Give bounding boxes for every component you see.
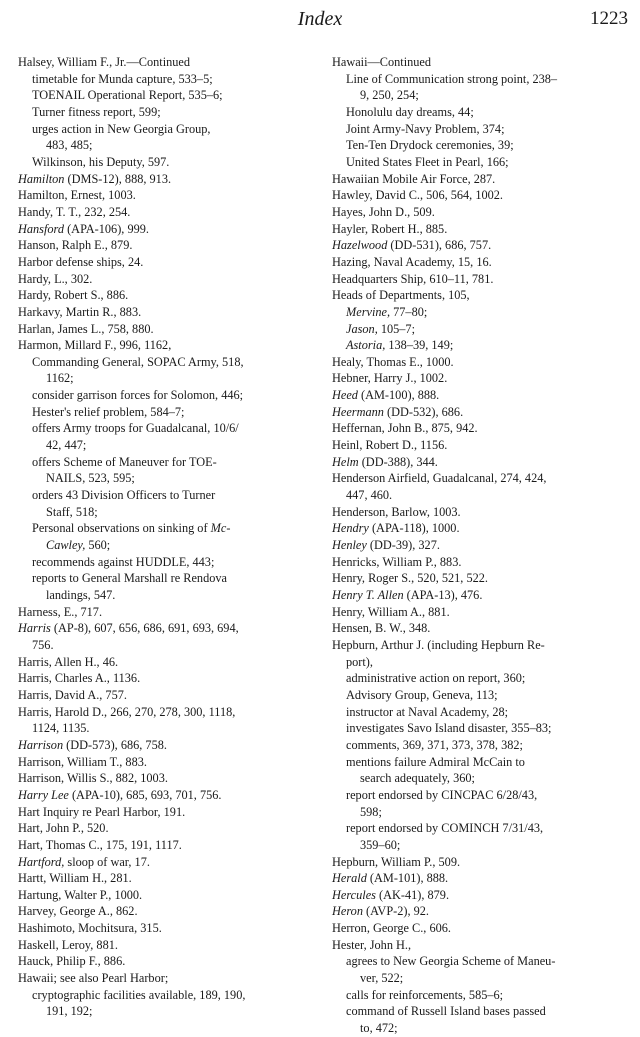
index-continuation xyxy=(332,770,627,787)
index-text: sloop of war, 17. xyxy=(64,854,150,869)
index-subentry xyxy=(18,487,318,504)
index-entry xyxy=(332,404,627,421)
index-entry xyxy=(18,221,318,238)
index-text: ver, 522; xyxy=(360,971,404,986)
index-subentry xyxy=(18,121,318,138)
index-text: command of Russell Island bases passed xyxy=(346,1004,546,1019)
index-text: (DD-39), 327. xyxy=(366,538,440,553)
index-entry xyxy=(18,704,318,721)
index-text: (DD-573), 686, 758. xyxy=(63,737,167,752)
index-text: Honolulu day dreams, 44; xyxy=(346,104,474,119)
index-entry xyxy=(18,604,318,621)
index-entry xyxy=(332,504,627,521)
index-entry xyxy=(18,953,318,970)
index-text: Harmon, Millard F., 996, 1162, xyxy=(18,338,172,353)
index-italic-text: Mc- xyxy=(210,521,231,536)
index-entry xyxy=(18,937,318,954)
index-text: offers Scheme of Maneuver for TOE- xyxy=(32,454,217,469)
index-continuation xyxy=(18,537,318,554)
index-text: Hardy, L., 302. xyxy=(18,271,93,286)
index-text: Hensen, B. W., 348. xyxy=(332,621,431,636)
index-entry xyxy=(18,670,318,687)
index-entry xyxy=(332,171,627,188)
page-title: Index xyxy=(297,8,343,30)
index-text: 483, 485; xyxy=(46,138,93,153)
index-entry xyxy=(332,470,627,487)
index-italic-text: Henley xyxy=(332,538,367,553)
index-text: Henry, William A., 881. xyxy=(332,604,450,619)
index-text: Hayler, Robert H., 885. xyxy=(332,221,448,236)
index-text: (AVP-2), 92. xyxy=(362,904,430,919)
index-text: Harrison, Willis S., 882, 1003. xyxy=(18,771,168,786)
index-text: Hepburn, Arthur J. (including Hepburn Re- xyxy=(332,637,545,652)
index-subentry xyxy=(332,953,627,970)
index-text: Personal observations on sinking of xyxy=(32,521,211,536)
index-text: Henderson Airfield, Guadalcanal, 274, 424, xyxy=(332,471,547,486)
index-text: Ten-Ten Drydock ceremonies, 39; xyxy=(346,138,514,153)
index-text: Harlan, James L., 758, 880. xyxy=(18,321,154,336)
index-entry xyxy=(332,370,627,387)
index-text: Harrison, William T., 883. xyxy=(18,754,147,769)
index-italic-text: Hercules xyxy=(332,887,376,902)
index-entry xyxy=(332,637,627,654)
index-subentry xyxy=(332,787,627,804)
index-italic-text: Herald xyxy=(332,871,367,886)
index-continuation xyxy=(332,970,627,987)
index-entry xyxy=(18,620,318,637)
index-subentry xyxy=(18,387,318,404)
index-text: Hester, John H., xyxy=(332,937,412,952)
index-entry xyxy=(18,321,318,338)
index-entry xyxy=(332,887,627,904)
index-text: Headquarters Ship, 610–11, 781. xyxy=(332,271,494,286)
index-subentry xyxy=(18,554,318,571)
index-text: Advisory Group, Geneva, 113; xyxy=(346,687,498,702)
index-italic-text: Harry Lee xyxy=(18,787,69,802)
index-entry xyxy=(18,903,318,920)
index-entry xyxy=(18,854,318,871)
index-text: (AK-41), 879. xyxy=(375,887,450,902)
index-text: Hazing, Naval Academy, 15, 16. xyxy=(332,254,492,269)
index-entry xyxy=(332,620,627,637)
index-text: Heads of Departments, 105, xyxy=(332,288,470,303)
index-italic-text: Hansford xyxy=(18,221,65,236)
index-text: 105–7; xyxy=(377,321,415,336)
index-entry xyxy=(18,787,318,804)
index-text: Staff, 518; xyxy=(46,504,98,519)
index-text: mentions failure Admiral McCain to xyxy=(346,754,525,769)
index-text: Herron, George C., 606. xyxy=(332,921,451,936)
index-text: 42, 447; xyxy=(46,438,87,453)
index-entry xyxy=(18,687,318,704)
index-continuation xyxy=(18,437,318,454)
index-text: 560; xyxy=(85,538,111,553)
index-subentry xyxy=(332,321,627,338)
index-text: (AP-8), 607, 656, 686, 691, 693, 694, xyxy=(50,621,239,636)
index-subentry xyxy=(332,304,627,321)
index-text: Haskell, Leroy, 881. xyxy=(18,937,118,952)
index-entry xyxy=(332,204,627,221)
index-italic-text: Hendry xyxy=(332,521,369,536)
index-italic-text: Henry T. Allen xyxy=(332,588,404,602)
index-text: (APA-118), 1000. xyxy=(368,521,460,536)
index-text: (AM-101), 888. xyxy=(366,871,449,886)
index-column-left xyxy=(18,54,318,1020)
index-italic-text: Harrison xyxy=(18,737,64,752)
index-italic-text: Astoria, xyxy=(346,338,386,353)
index-text: Healy, Thomas E., 1000. xyxy=(332,354,454,369)
index-continuation xyxy=(18,370,318,387)
index-entry xyxy=(18,271,318,288)
index-italic-text: Heermann xyxy=(332,404,384,419)
index-subentry xyxy=(332,154,627,171)
index-entry xyxy=(332,387,627,404)
index-text: Henricks, William P., 883. xyxy=(332,554,462,569)
index-entry xyxy=(332,937,627,954)
index-text: Wilkinson, his Deputy, 597. xyxy=(32,154,170,169)
index-entry xyxy=(18,804,318,821)
index-text: Hayes, John D., 509. xyxy=(332,204,435,219)
index-text: Hanson, Ralph E., 879. xyxy=(18,238,133,253)
index-text: (DD-532), 686. xyxy=(383,404,464,419)
index-entry xyxy=(332,254,627,271)
index-entry xyxy=(332,537,627,554)
index-entry xyxy=(18,770,318,787)
index-italic-text: Jason, xyxy=(346,321,378,336)
index-continuation xyxy=(18,470,318,487)
index-text: to, 472; xyxy=(360,1021,398,1036)
index-text: Hawley, David C., 506, 564, 1002. xyxy=(332,188,503,203)
index-entry xyxy=(18,237,318,254)
index-entry xyxy=(18,337,318,354)
index-entry xyxy=(332,187,627,204)
index-text: Hester's relief problem, 584–7; xyxy=(32,404,185,419)
index-italic-text: Hazelwood xyxy=(332,238,388,253)
index-text: Halsey, William F., Jr.—Continued xyxy=(18,55,191,69)
index-continuation xyxy=(18,720,318,737)
index-text: calls for reinforcements, 585–6; xyxy=(346,987,504,1002)
index-entry xyxy=(332,454,627,471)
index-text: (DD-388), 344. xyxy=(358,454,438,469)
index-subentry xyxy=(18,87,318,104)
index-subentry xyxy=(332,987,627,1004)
index-text: Hebner, Harry J., 1002. xyxy=(332,371,448,386)
index-text: orders 43 Division Officers to Turner xyxy=(32,488,216,503)
index-text: Handy, T. T., 232, 254. xyxy=(18,204,131,219)
index-entry xyxy=(332,420,627,437)
index-text: Hashimoto, Mochitsura, 315. xyxy=(18,921,162,936)
index-text: Hartung, Walter P., 1000. xyxy=(18,887,143,902)
index-entry xyxy=(332,354,627,371)
index-column-right xyxy=(332,54,627,1037)
index-subentry xyxy=(332,720,627,737)
index-text: Hart, John P., 520. xyxy=(18,821,109,836)
index-text: Commanding General, SOPAC Army, 518, xyxy=(32,354,244,369)
index-text: Harris, Charles A., 1136. xyxy=(18,671,141,686)
index-entry xyxy=(332,520,627,537)
index-subentry xyxy=(332,137,627,154)
index-text: recommends against HUDDLE, 443; xyxy=(32,554,215,569)
index-text: (APA-106), 999. xyxy=(64,221,149,236)
index-text: Henry, Roger S., 520, 521, 522. xyxy=(332,571,488,586)
index-subentry xyxy=(18,570,318,587)
index-subentry xyxy=(18,520,318,537)
index-text: timetable for Munda capture, 533–5; xyxy=(32,71,213,86)
index-text: report endorsed by CINCPAC 6/28/43, xyxy=(346,787,538,802)
index-subentry xyxy=(332,670,627,687)
index-subentry xyxy=(18,154,318,171)
index-subentry xyxy=(332,71,627,88)
index-text: port), xyxy=(346,654,373,669)
index-text: 9, 250, 254; xyxy=(360,88,419,103)
index-text: Hawaii; see also Pearl Harbor; xyxy=(18,971,169,986)
index-entry xyxy=(332,437,627,454)
index-entry xyxy=(18,654,318,671)
index-entry xyxy=(332,287,627,304)
index-italic-text: Cawley, xyxy=(46,538,86,553)
index-text: administrative action on report, 360; xyxy=(346,671,526,686)
index-text: 598; xyxy=(360,804,382,819)
index-text: (AM-100), 888. xyxy=(357,388,440,403)
index-text: landings, 547. xyxy=(46,588,116,602)
index-italic-text: Helm xyxy=(332,454,359,469)
index-entry xyxy=(332,237,627,254)
index-subentry xyxy=(18,987,318,1004)
index-italic-text: Mervine, xyxy=(346,304,391,319)
index-italic-text: Hamilton xyxy=(18,171,65,186)
index-text: 1162; xyxy=(46,371,74,386)
index-text: 1124, 1135. xyxy=(32,721,90,736)
index-entry xyxy=(332,587,627,604)
index-entry xyxy=(18,887,318,904)
index-entry xyxy=(332,221,627,238)
index-text: instructor at Naval Academy, 28; xyxy=(346,704,509,719)
index-text: report endorsed by COMINCH 7/31/43, xyxy=(346,821,544,836)
index-continuation xyxy=(18,587,318,604)
index-subentry xyxy=(18,71,318,88)
index-text: offers Army troops for Guadalcanal, 10/6/ xyxy=(32,421,239,436)
index-entry xyxy=(18,920,318,937)
index-entry xyxy=(18,287,318,304)
index-entry xyxy=(18,304,318,321)
index-text: Hepburn, William P., 509. xyxy=(332,854,461,869)
index-text: 138–39, 149; xyxy=(385,338,454,353)
index-text: comments, 369, 371, 373, 378, 382; xyxy=(346,737,523,752)
index-text: (APA-13), 476. xyxy=(403,588,483,602)
index-subentry xyxy=(332,820,627,837)
index-italic-text: Harris xyxy=(18,621,51,636)
index-subentry xyxy=(332,687,627,704)
index-text: Hardy, Robert S., 886. xyxy=(18,288,129,303)
index-entry xyxy=(18,820,318,837)
index-text: search adequately, 360; xyxy=(360,771,475,786)
index-text: Harvey, George A., 862. xyxy=(18,904,138,919)
index-continuation xyxy=(332,87,627,104)
index-subentry xyxy=(18,404,318,421)
index-subentry xyxy=(332,1003,627,1020)
index-subentry xyxy=(18,454,318,471)
index-subentry xyxy=(18,420,318,437)
index-text: 756. xyxy=(32,637,54,652)
index-text: Hawaii—Continued xyxy=(332,55,432,69)
index-text: Line of Communication strong point, 238– xyxy=(346,71,558,86)
index-text: urges action in New Georgia Group, xyxy=(32,121,211,136)
index-continuation xyxy=(18,1003,318,1020)
index-entry xyxy=(332,604,627,621)
index-subentry xyxy=(332,104,627,121)
index-text: Hart, Thomas C., 175, 191, 1117. xyxy=(18,837,182,852)
index-text: Joint Army-Navy Problem, 374; xyxy=(346,121,505,136)
index-text: Harris, David A., 757. xyxy=(18,687,127,702)
index-text: (APA-10), 685, 693, 701, 756. xyxy=(68,787,222,802)
index-text: Hamilton, Ernest, 1003. xyxy=(18,188,136,203)
index-entry xyxy=(332,54,627,71)
index-text: TOENAIL Operational Report, 535–6; xyxy=(32,88,223,103)
index-text: reports to General Marshall re Rendova xyxy=(32,571,227,586)
index-text: Hawaiian Mobile Air Force, 287. xyxy=(332,171,496,186)
index-continuation xyxy=(332,804,627,821)
index-entry xyxy=(332,854,627,871)
index-subentry xyxy=(332,337,627,354)
index-continuation xyxy=(332,1020,627,1037)
index-text: 447, 460. xyxy=(346,488,393,503)
index-subentry xyxy=(332,121,627,138)
index-text: Harness, E., 717. xyxy=(18,604,103,619)
index-subentry xyxy=(332,704,627,721)
index-entry xyxy=(332,920,627,937)
index-text: Henderson, Barlow, 1003. xyxy=(332,504,461,519)
index-entry xyxy=(18,254,318,271)
index-text: Heffernan, John B., 875, 942. xyxy=(332,421,478,436)
index-entry xyxy=(18,187,318,204)
index-text: cryptographic facilities available, 189, 190, xyxy=(32,987,246,1002)
index-text: Harkavy, Martin R., 883. xyxy=(18,304,142,319)
index-text: Harbor defense ships, 24. xyxy=(18,254,144,269)
index-entry xyxy=(332,870,627,887)
index-text: Harris, Harold D., 266, 270, 278, 300, 1118, xyxy=(18,704,236,719)
index-subentry xyxy=(18,354,318,371)
index-entry xyxy=(18,737,318,754)
page-header xyxy=(0,6,640,34)
index-entry xyxy=(332,903,627,920)
index-text: consider garrison forces for Solomon, 446; xyxy=(32,388,244,403)
index-entry xyxy=(18,204,318,221)
index-text: agrees to New Georgia Scheme of Maneu- xyxy=(346,954,556,969)
index-italic-text: Heron xyxy=(332,904,363,919)
index-text: Heinl, Robert D., 1156. xyxy=(332,438,448,453)
index-text: United States Fleet in Pearl, 166; xyxy=(346,154,509,169)
index-entry xyxy=(18,171,318,188)
index-italic-text: Hartford, xyxy=(18,854,65,869)
index-italic-text: Heed xyxy=(332,388,358,403)
index-text: (DD-531), 686, 757. xyxy=(387,238,492,253)
index-entry xyxy=(18,970,318,987)
index-text: Harris, Allen H., 46. xyxy=(18,654,119,669)
index-text: (DMS-12), 888, 913. xyxy=(64,171,172,186)
index-entry xyxy=(18,54,318,71)
index-subentry xyxy=(18,104,318,121)
index-continuation xyxy=(18,137,318,154)
index-entry xyxy=(332,570,627,587)
index-text: Hartt, William H., 281. xyxy=(18,871,132,886)
page-number: 1223 xyxy=(590,8,628,29)
index-entry xyxy=(332,554,627,571)
index-subentry xyxy=(332,754,627,771)
index-continuation xyxy=(332,487,627,504)
index-text: NAILS, 523, 595; xyxy=(46,471,135,486)
index-entry xyxy=(332,271,627,288)
index-text: 191, 192; xyxy=(46,1004,93,1019)
index-continuation xyxy=(18,637,318,654)
index-continuation xyxy=(332,837,627,854)
index-entry xyxy=(18,837,318,854)
index-text: Turner fitness report, 599; xyxy=(32,104,161,119)
index-text: 77–80; xyxy=(390,304,428,319)
index-text: Hauck, Philip F., 886. xyxy=(18,954,126,969)
index-continuation xyxy=(18,504,318,521)
index-continuation xyxy=(332,654,627,671)
index-entry xyxy=(18,870,318,887)
index-entry xyxy=(18,754,318,771)
index-text: 359–60; xyxy=(360,837,401,852)
index-text: Hart Inquiry re Pearl Harbor, 191. xyxy=(18,804,186,819)
index-subentry xyxy=(332,737,627,754)
index-text: investigates Savo Island disaster, 355–83; xyxy=(346,721,552,736)
